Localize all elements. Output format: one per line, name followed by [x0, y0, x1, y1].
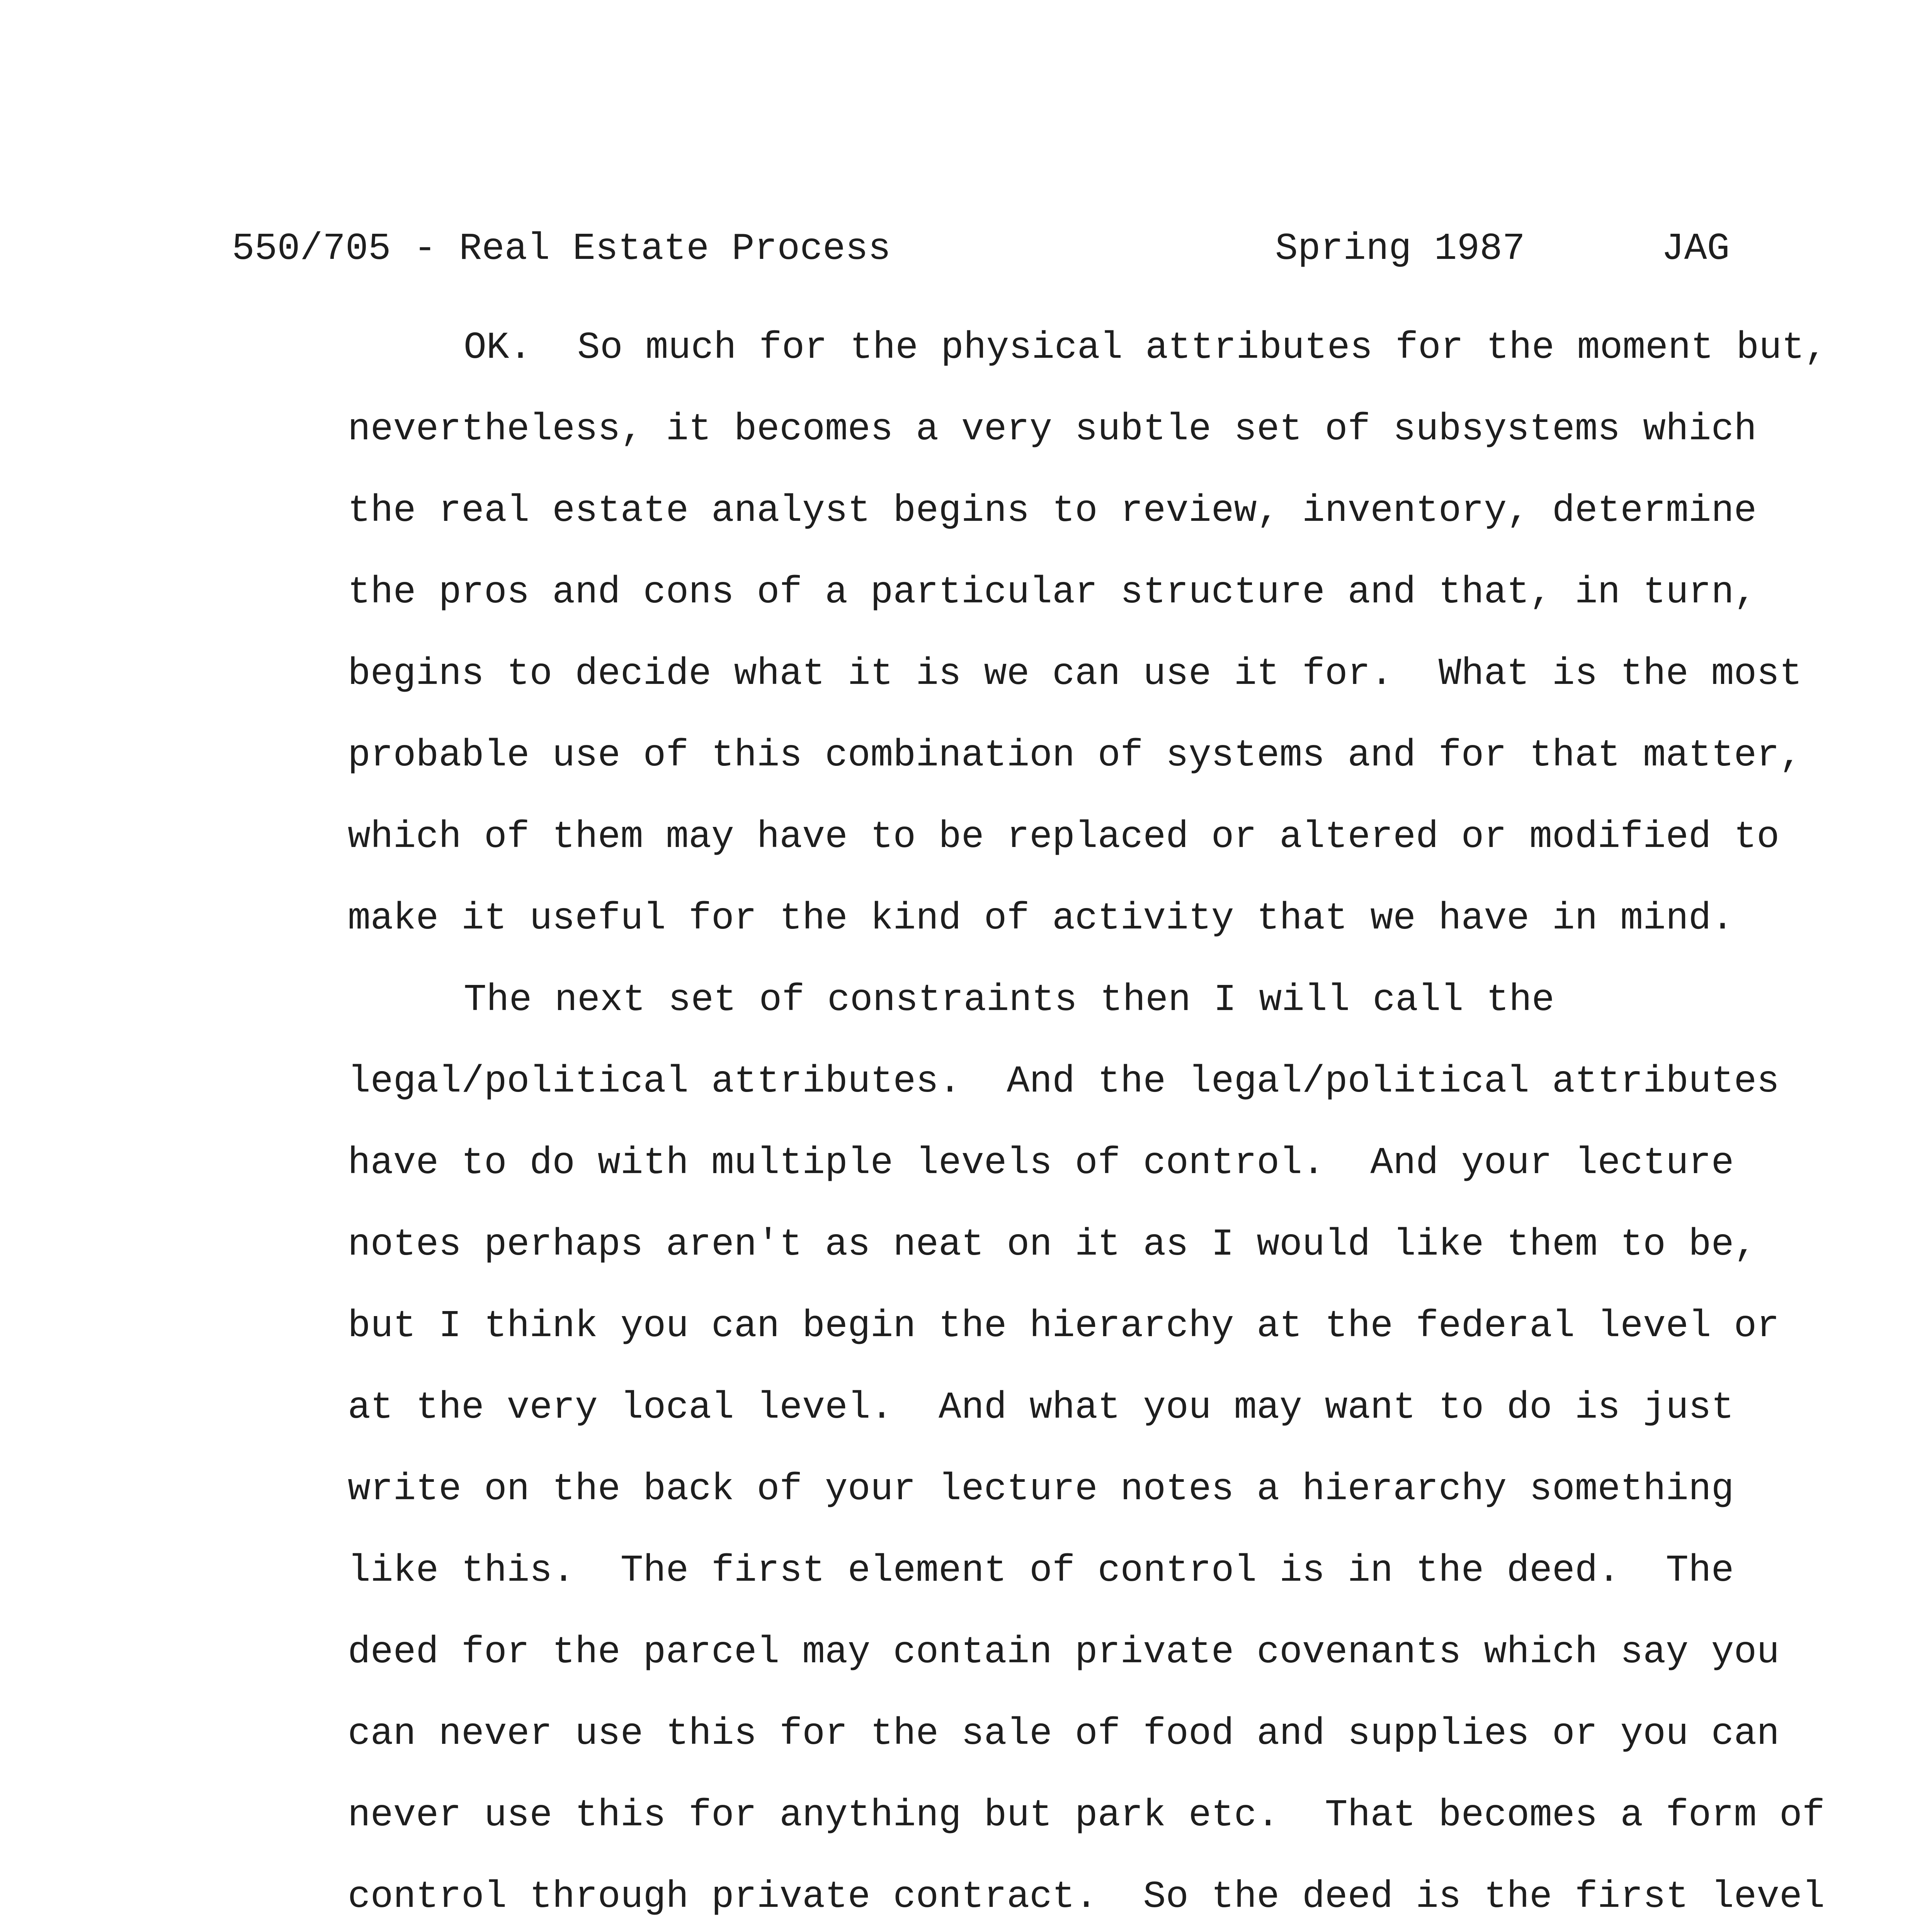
text-line: legal/political attributes. And the legal/political attributes	[348, 1060, 1780, 1103]
text-line: make it useful for the kind of activity that we have in mind.	[348, 897, 1734, 940]
text-line: the real estate analyst begins to review, inventory, determine	[348, 490, 1757, 532]
course-title: 550/705 - Real Estate Process	[232, 228, 891, 270]
text-line: never use this for anything but park etc. That becomes a form of	[348, 1794, 1825, 1837]
transcript-body	[232, 307, 1827, 1932]
text-line: nevertheless, it becomes a very subtle set of subsystems which	[348, 408, 1757, 451]
text-line: have to do with multiple levels of control. And your lecture	[348, 1142, 1734, 1185]
term: Spring 1987	[1275, 228, 1525, 270]
text-line: can never use this for the sale of food and supplies or you can	[348, 1713, 1780, 1755]
text-line: The next set of constraints then I will call the	[464, 979, 1554, 1022]
text-line: OK. So much for the physical attributes for the moment but,	[464, 327, 1827, 369]
paragraph-1	[232, 307, 1827, 959]
text-line: the pros and cons of a particular structure and that, in turn,	[348, 571, 1757, 614]
initials: JAG	[1662, 228, 1730, 270]
text-line: notes perhaps aren't as neat on it as I would like them to be,	[348, 1223, 1757, 1266]
text-line: begins to decide what it is we can use it for. What is the most	[348, 653, 1802, 696]
text-line: write on the back of your lecture notes a hierarchy something	[348, 1468, 1734, 1511]
running-header	[232, 226, 1730, 272]
text-line: but I think you can begin the hierarchy at the federal level or	[348, 1305, 1780, 1348]
text-line: probable use of this combination of systems and for that matter,	[348, 734, 1802, 777]
paragraph-2	[232, 959, 1825, 1932]
text-line: like this. The first element of control is in the deed. The	[348, 1549, 1734, 1592]
text-line: which of them may have to be replaced or altered or modified to	[348, 816, 1780, 859]
text-line: deed for the parcel may contain private covenants which say you	[348, 1631, 1780, 1674]
text-line: control through private contract. So the deed is the first level	[348, 1876, 1825, 1918]
text-line: at the very local level. And what you may want to do is just	[348, 1386, 1734, 1429]
